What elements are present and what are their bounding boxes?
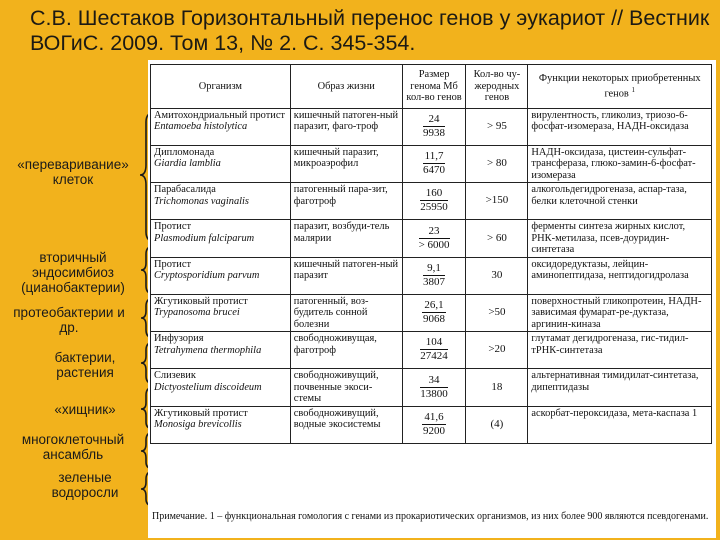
organism-type: Слизевик [154,370,196,381]
cell-genome-size [402,183,466,220]
genome-size-mb: 34 [420,375,448,388]
table-row [151,406,712,443]
species-name: Trichomonas vaginalis [154,195,249,207]
cell-lifestyle: кишечный паразит, микроаэрофил [290,145,402,183]
organism-type: Амитохондриальный протист [154,109,285,121]
organism-type: Инфузория [154,333,204,344]
cell-organism [151,145,291,183]
table-row [151,294,712,332]
organism-type: Парабасалида [154,184,216,195]
header-count: Кол-во чу-жеродных генов [466,65,528,109]
genome-size-mb: 160 [420,188,448,201]
cell-genome-size [402,332,466,369]
cell-functions: вирулентность, гликолиз, триозо-6-фосфат-изомераза, НАДН-оксидаза [528,108,712,145]
cell-foreign-genes: > 80 [466,145,528,183]
cell-genome-size [402,294,466,332]
gene-count: 3807 [423,275,446,288]
side-label-endosymbiosis: вторичный эндосимбиоз (цианобактерии) [21,250,125,295]
cell-functions: оксидоредуктазы, лейцин-аминопептидаза, нептидогидролаза [528,257,712,294]
organism-type: Жгутиковый протист [154,407,248,419]
table-row [151,220,712,258]
side-label-proteobacteria: протеобактерии и др. [13,305,125,335]
species-name: Cryptosporidium parvum [154,270,260,281]
table-note: Примечание. 1 – функциональная гомология с генами из прокариотических организмов, из них более 900 являются псевдогенами. [152,511,709,522]
cell-foreign-genes: 18 [466,369,528,407]
slide-title: С.В. Шестаков Горизонтальный перенос генов у эукариот // Вестник ВОГиС. 2009. Том 13, № 2. С. 345-354. [30,6,710,55]
organism-type: Протист [154,221,192,232]
header-lifestyle: Образ жизни [290,65,402,109]
side-label-predator: «хищник» [54,402,116,417]
table-row [151,257,712,294]
cell-lifestyle: свободноживущий, водные экосистемы [290,406,402,443]
cell-lifestyle: патогенный, воз-будитель сонной болезни [290,294,402,332]
species-name: Monosiga brevicollis [154,419,242,430]
species-name: Dictyostelium discoideum [154,381,262,393]
side-label-digestion: «переваривание» клеток [17,157,129,187]
header-functions: Функции некоторых приобретенных генов $^1$ [528,65,712,109]
genome-size-mb: 23 [419,226,450,239]
cell-genome-size [402,257,466,294]
cell-organism [151,369,291,407]
cell-lifestyle: паразит, возбуди-тель малярии [290,220,402,258]
scanned-table-page [148,60,716,538]
genome-size-mb: 9,1 [423,263,445,276]
organism-type: Жгутиковый протист [154,295,248,307]
cell-organism [151,220,291,258]
organism-type: Протист [154,258,192,270]
brace-markers [0,0,160,540]
cell-organism [151,183,291,220]
cell-functions: глутамат дегидрогеназа, гис-тидил-тРНК-синтетаза [528,332,712,369]
table-header-row [151,65,712,109]
table-row [151,183,712,220]
cell-foreign-genes: > 60 [466,220,528,258]
cell-genome-size [402,108,466,145]
cell-organism [151,294,291,332]
cell-organism [151,108,291,145]
cell-functions: алкогольдегидрогеназа, аспар-таза, белки клеточной стенки [528,183,712,220]
cell-foreign-genes: (4) [466,406,528,443]
genome-size-mb: 41,6 [424,410,444,423]
cell-lifestyle: кишечный патоген-ный паразит, фаго-троф [290,108,402,145]
table-row [151,369,712,407]
cell-functions: НАДН-оксидаза, цистеин-сульфат-трансфераза, глюко-замин-6-фосфат-изомераза [528,145,712,183]
cell-organism [151,257,291,294]
header-organism: Организм [151,65,291,109]
hgt-table [150,64,712,444]
table-row [151,332,712,369]
cell-genome-size [402,369,466,407]
header-size: Размер генома Мб кол-во генов [402,65,466,109]
cell-foreign-genes: > 95 [466,108,528,145]
side-label-green-algae: зеленые водоросли [51,470,119,500]
cell-genome-size [402,406,466,443]
cell-lifestyle: свободноживущая, фаготроф [290,332,402,369]
cell-genome-size [402,220,466,258]
species-name: Giardia lamblia [154,158,221,169]
cell-organism [151,332,291,369]
species-name: Plasmodium falciparum [154,232,255,244]
cell-foreign-genes: >20 [466,332,528,369]
cell-functions: поверхностный гликопротеин, НАДН-зависимая фумарат-ре-дуктаза, аргинин-киназа [528,294,712,332]
gene-count: 9200 [423,424,446,437]
cell-organism [151,406,291,443]
cell-genome-size [402,145,466,183]
table-row [151,108,712,145]
cell-foreign-genes: >150 [466,183,528,220]
gene-count: 6470 [423,164,446,176]
gene-count: 9068 [423,313,446,325]
species-name: Trypanosoma brucei [154,307,240,318]
side-label-bacteria-plants: бактерии, растения [54,350,116,380]
cell-lifestyle: кишечный патоген-ный паразит [290,257,402,294]
gene-count: 13800 [420,387,448,400]
genome-size-mb: 24 [423,114,445,127]
cell-functions: аскорбат-пероксидаза, мета-каспаза 1 [528,406,712,443]
cell-lifestyle: свободноживущий, почвенные экоси-стемы [290,369,402,407]
cell-functions: ферменты синтеза жирных кислот, РНК-метилаза, псев-доуридин-синтетаза [528,220,712,258]
genome-size-mb: 11,7 [424,150,444,162]
species-name: Entamoeba histolytica [154,121,248,132]
cell-lifestyle: патогенный пара-зит, фаготроф [290,183,402,220]
table-row [151,145,712,183]
cell-functions: альтернативная тимидилат-синтетаза, дипептидазы [528,369,712,407]
cell-foreign-genes: >50 [466,294,528,332]
genome-size-mb: 26,1 [424,299,444,311]
gene-count: 9938 [423,126,446,139]
gene-count: 25950 [420,201,448,214]
gene-count: 27424 [420,350,448,363]
cell-foreign-genes: 30 [466,257,528,294]
organism-type: Дипломонада [154,146,215,158]
side-label-multicellular: многоклеточный ансамбль [21,432,125,462]
gene-count: > 6000 [418,238,450,251]
genome-size-mb: 104 [420,337,448,350]
species-name: Tetrahymena thermophila [154,344,262,356]
